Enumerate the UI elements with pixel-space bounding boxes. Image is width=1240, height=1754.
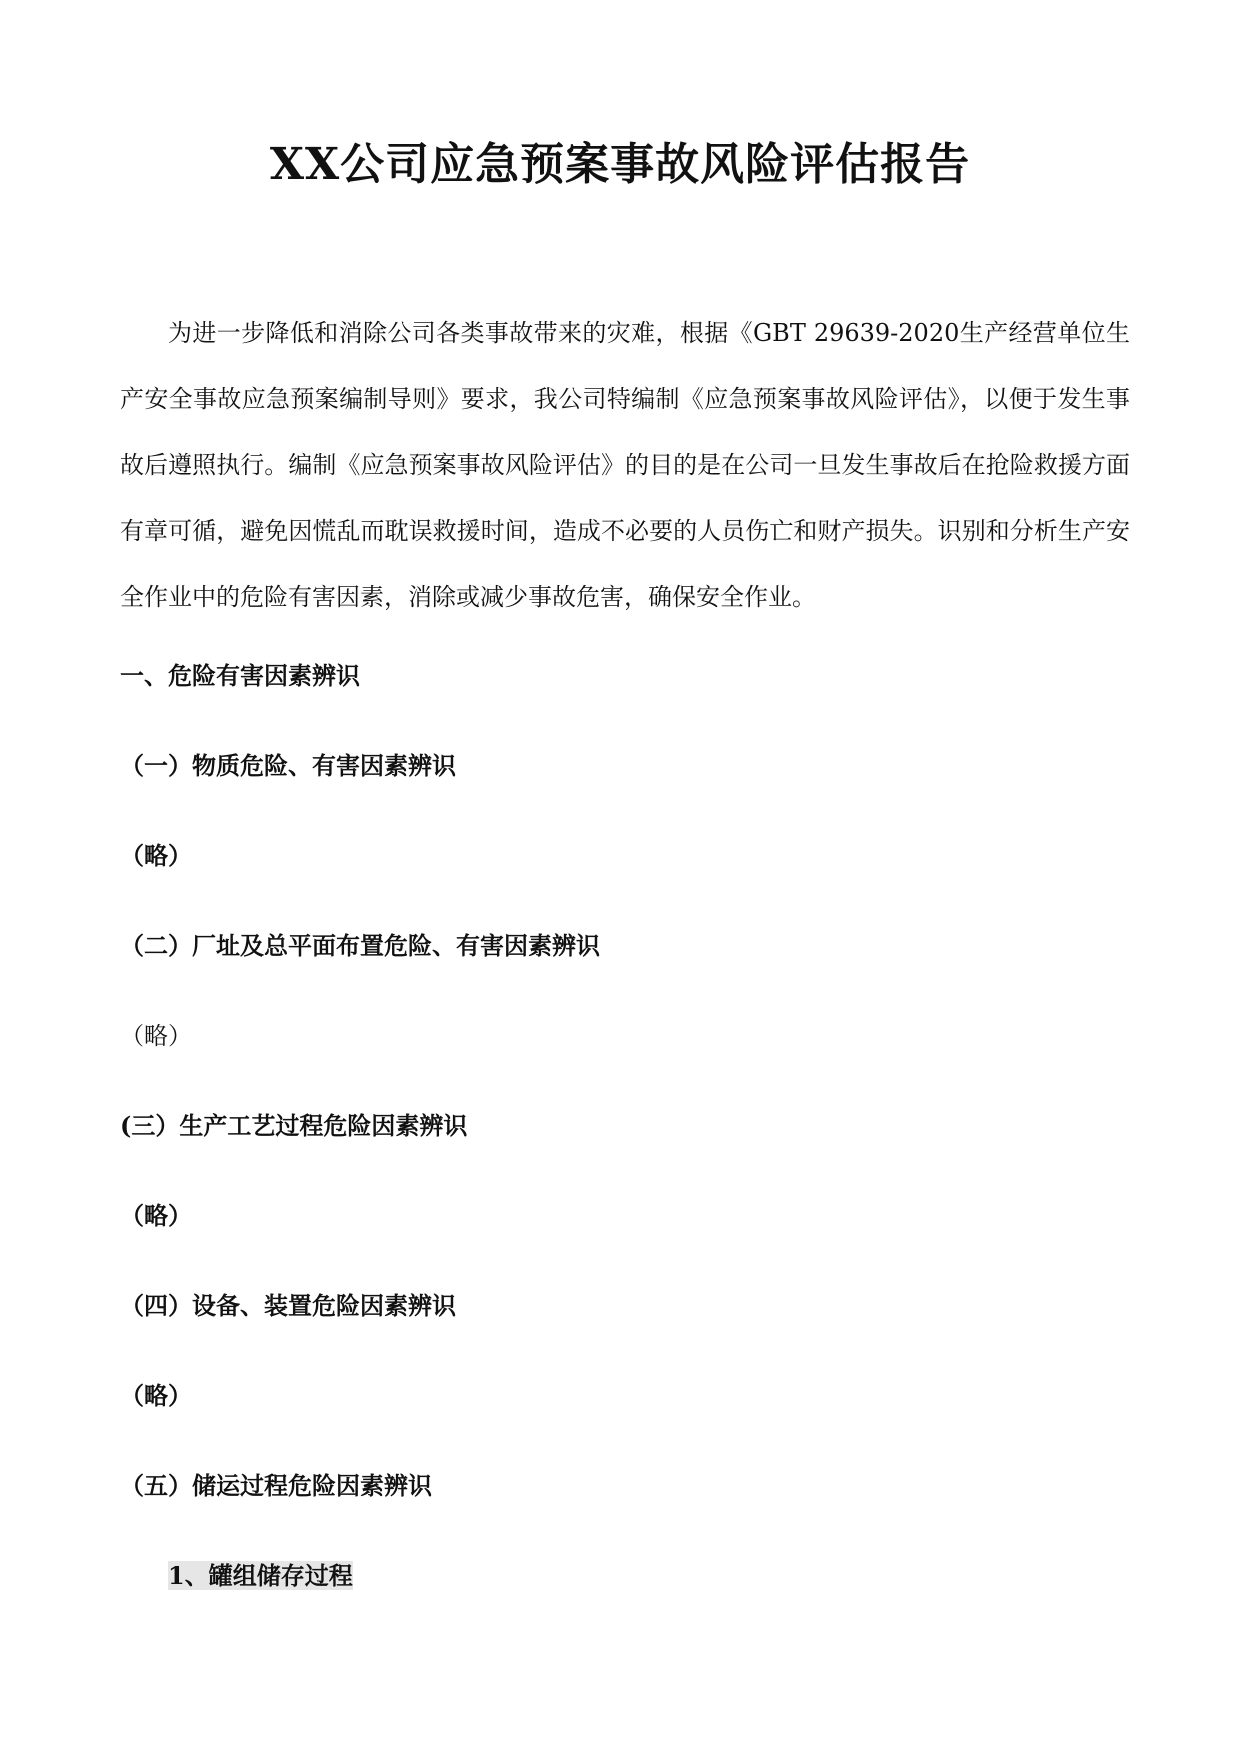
- subsection-heading-equipment-hazards: （四）设备、装置危险因素辨识: [120, 1291, 456, 1320]
- intro-paragraph: 为进一步降低和消除公司各类事故带来的灾难，根据《GBT 29639-2020生产经营单位生产安全事故应急预案编制导则》要求，我公司特编制《应急预案事故风险评估》，以便于发生事故后遵照执行。编制《应急预案事故风险评估》的目的是在公司一旦发生事故后在抢险救援方面有章可循，避免因慌乱而耽误救援时间，造成不必要的人员伤亡和财产损失。识别和分析生产安全作业中的危险有害因素，消除或减少事故危害，确保安全作业。: [120, 319, 1130, 611]
- subsection-heading-process-hazards: (三）生产工艺过程危险因素辨识: [120, 1111, 468, 1140]
- subsection-heading-material-hazards: （一）物质危险、有害因素辨识: [120, 751, 456, 780]
- section-heading-hazard-identification: 一、危险有害因素辨识: [120, 661, 360, 690]
- subsection-body-omitted-4: （略）: [120, 1381, 192, 1410]
- item-heading-tank-storage-text: 1、罐组储存过程: [168, 1561, 353, 1590]
- subsection-body-omitted-2: （略）: [120, 1022, 192, 1050]
- item-heading-tank-storage: [168, 1556, 353, 1596]
- subsection-body-omitted-1: （略）: [120, 841, 192, 870]
- subsection-heading-storage-transport-hazards: （五）储运过程危险因素辨识: [120, 1471, 432, 1500]
- subsection-body-omitted-3: （略）: [120, 1201, 192, 1230]
- document-title: XX公司应急预案事故风险评估报告: [269, 139, 971, 190]
- subsection-heading-site-layout-hazards: （二）厂址及总平面布置危险、有害因素辨识: [120, 931, 600, 960]
